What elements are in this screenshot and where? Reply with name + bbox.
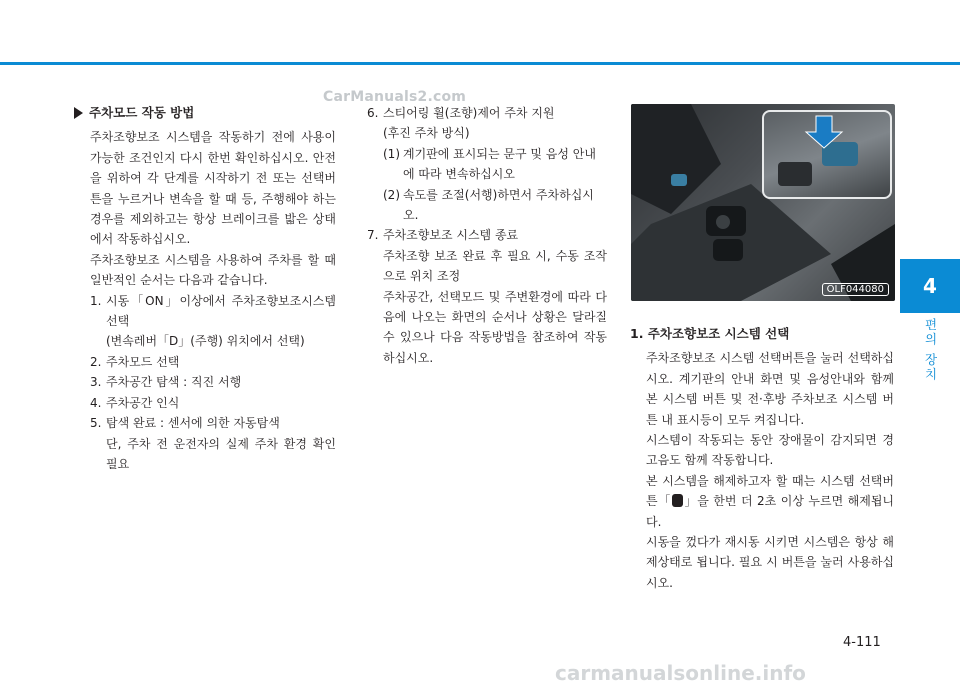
list-item: 2. 주차모드 선택 (90, 354, 180, 369)
chapter-label: 편의 장치 (923, 318, 938, 382)
list-item: (2) 속도를 조절(서행)하면서 주차하십시오. (383, 187, 594, 223)
step7-paragraph: 주차공간, 선택모드 및 주변환경에 따라 다음에 나오는 화면의 순서나 상황은 달라질 수 있으나 다음 작동방법을 참조하여 작동하십시오. (383, 289, 607, 365)
intro-paragraph: 주차조향보조 시스템을 작동하기 전에 사용이 가능한 조건인지 다시 한번 확인하십시오. 안전을 위하여 각 단계를 시작하기 전 또는 선택버튼을 누르거나 변속을 할 때 등, 주행해야 하는 경우를 제외하고는 항상 브레이크를 밟은 상태에서 작동하십시오. (90, 130, 336, 247)
button-closeup-inset (762, 110, 892, 199)
triangle-bullet-icon (74, 107, 83, 119)
parking-assist-button-icon (672, 494, 683, 507)
column-right (630, 324, 894, 593)
pointing-arrow-icon (764, 112, 890, 197)
column-middle (367, 103, 607, 368)
chapter-tab: 4 (900, 259, 960, 313)
sequence-paragraph: 주차조향보조 시스템을 사용하여 주차를 할 때 일반적인 순서는 다음과 같습니다. (90, 252, 336, 288)
list-item: 6. 스티어링 휠(조향)제어 주차 지원 (후진 주차 방식) (367, 106, 555, 141)
list-item: 3. 주차공간 탐색 : 직진 서행 (90, 375, 242, 390)
header-rule (0, 62, 960, 65)
step-list (90, 291, 336, 475)
step7-paragraph: 주차조향 보조 완료 후 필요 시, 수동 조작으로 위치 조정 (383, 248, 607, 284)
list-item: 1. 시동「ON」이상에서 주차조향보조시스템 선택 (변속레버「D」(주행) 위치에서 선택) (90, 293, 336, 349)
page-number: 4-111 (843, 635, 881, 650)
list-item: 7. 주차조향보조 시스템 종료 주차조향 보조 완료 후 필요 시, 수동 조작으로 위치 조정 주차공간, 선택모드 및 주변환경에 따라 다음에 나오는 화면의 순서나 상황은 달라질 수 있으나 다음 작동방법을 참조하여 작동하십시오. (367, 225, 607, 368)
watermark-top: CarManuals2.com (323, 89, 467, 105)
watermark-bottom: carmanualsonline.info (555, 661, 806, 685)
select-paragraph: 주차조향보조 시스템 선택버튼을 눌러 선택하십시오. 계기판의 안내 화면 및 음성안내와 함께 본 시스템 버튼 및 전·후방 주차보조 시스템 버튼 내 표시등이 모두 켜집니다. (646, 351, 894, 427)
console-photo (631, 104, 895, 301)
list-item: 5. 탐색 완료 : 센서에 의한 자동탐색 단, 주차 전 운전자의 실제 주차 환경 확인 필요 (90, 416, 336, 471)
list-item: 4. 주차공간 인식 (90, 395, 180, 410)
subsection-heading: 1. 주차조향보조 시스템 선택 (630, 326, 790, 341)
list-item: (1) 계기판에 표시되는 문구 및 음성 안내에 따라 변속하십시오 (383, 146, 596, 182)
warning-paragraph: 시스템이 작동되는 동안 장애물이 감지되면 경고음도 함께 작동합니다. (646, 433, 894, 468)
restart-paragraph: 시동을 껐다가 재시동 시키면 시스템은 항상 해제상태로 됩니다. 필요 시 버튼을 눌러 사용하십시오. (646, 535, 894, 590)
release-paragraph: 본 시스템을 해제하고자 할 때는 시스템 선택버튼「 」을 한번 더 2초 이상 누르면 해제됩니다. (646, 473, 895, 529)
column-left (74, 103, 336, 474)
figure-code: OLF044080 (822, 283, 889, 296)
section-heading: 주차모드 작동 방법 (74, 103, 336, 123)
